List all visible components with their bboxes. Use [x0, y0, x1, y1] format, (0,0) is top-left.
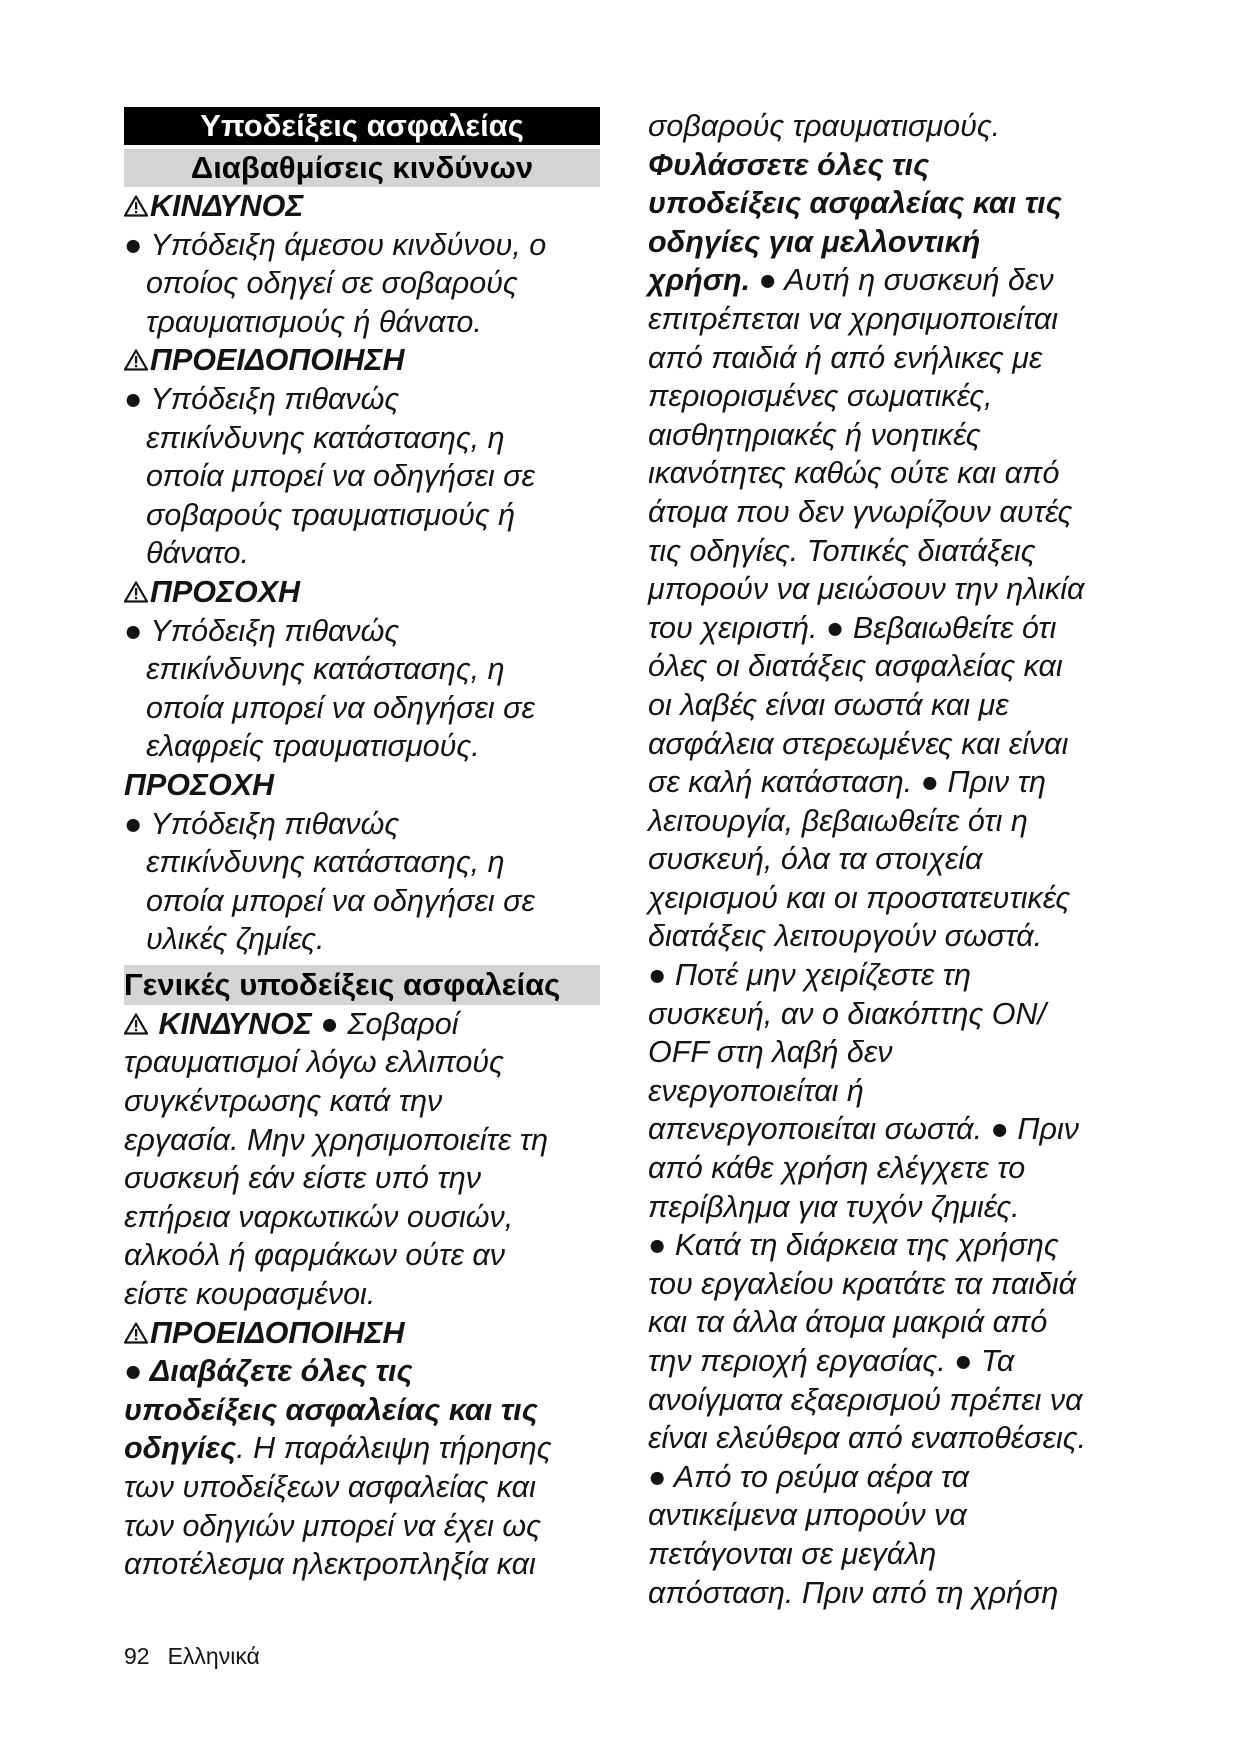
- notice-text-1: ● Υπόδειξη πιθανώς: [124, 806, 400, 841]
- danger-text-2: οποίος οδηγεί σε σοβαρούς: [146, 266, 518, 301]
- caution-text-2: επικίνδυνης κατάστασης, η: [146, 652, 505, 687]
- danger-label: ΚΙΝΔΥΝΟΣ: [150, 189, 304, 223]
- general-danger-text-6: αλκοόλ ή φαρμάκων ούτε αν: [124, 1238, 505, 1273]
- right-text-line: οι λαβές είναι σωστά και με: [648, 687, 1009, 722]
- right-text-line: του εργαλείου κρατάτε τα παιδιά: [648, 1266, 1076, 1301]
- section-title: Υποδείξεις ασφαλείας: [124, 107, 600, 145]
- right-bold-3: οδηγίες για μελλοντική: [648, 224, 981, 259]
- right-text-line: την περιοχή εργασίας. ● Τα: [648, 1344, 1015, 1378]
- general-warning-bold-2: υποδείξεις ασφαλείας και τις: [124, 1392, 538, 1427]
- right-text-line: από παιδιά ή από ενήλικες με: [648, 340, 1043, 375]
- right-text-line: του χειριστή. ● Βεβαιωθείτε ότι: [648, 610, 1057, 645]
- right-text-line: και τα άλλα άτομα μακριά από: [648, 1305, 1048, 1340]
- warning-text-4: σοβαρούς τραυματισμούς ή: [146, 497, 516, 532]
- general-safety-title: Γενικές υποδείξεις ασφαλείας: [124, 965, 600, 1005]
- notice-heading: ΠΡΟΣΟΧΗ: [124, 767, 275, 802]
- right-line-1: σοβαρούς τραυματισμούς.: [648, 109, 1001, 143]
- general-warning-bold-3: οδηγίες: [124, 1431, 237, 1466]
- caution-heading: [124, 573, 600, 612]
- general-danger-label: ΚΙΝΔΥΝΟΣ: [158, 1006, 312, 1041]
- right-text-line: χειρισμού και οι προστατευτικές: [648, 880, 1071, 915]
- general-warning-text-2: των οδηγιών μπορεί να έχει ως: [124, 1508, 542, 1543]
- general-danger-text-2: συγκέντρωσης κατά την: [124, 1084, 443, 1119]
- right-text-line: ασφάλεια στερεωμένες και είναι: [648, 726, 1069, 761]
- caution-text-4: ελαφρείς τραυματισμούς.: [146, 729, 480, 764]
- right-text-line: μπορούν να μειώσουν την ηλικία: [648, 572, 1085, 607]
- general-warning-heading: [124, 1314, 600, 1353]
- right-text-line: ● Κατά τη διάρκεια της χρήσης: [648, 1228, 1059, 1263]
- general-warning-rest-3: . Η παράλειψη τήρησης: [236, 1431, 552, 1466]
- right-column: [648, 107, 1118, 1612]
- right-text-line: ● Από το ρεύμα αέρα τα: [648, 1459, 970, 1494]
- caution-text-3: οποία μπορεί να οδηγήσει σε: [146, 690, 535, 725]
- notice-text-4: υλικές ζημίες.: [146, 922, 325, 957]
- warning-triangle-icon: [124, 1013, 148, 1035]
- caution-label: ΠΡΟΣΟΧΗ: [150, 574, 301, 609]
- warning-text-3: οποία μπορεί να οδηγήσει σε: [146, 459, 535, 494]
- right-text-line: επιτρέπεται να χρησιμοποιείται: [648, 301, 1058, 336]
- right-text-line: πετάγονται σε μεγάλη: [648, 1536, 937, 1571]
- left-column: [124, 107, 600, 1584]
- notice-text-3: οποία μπορεί να οδηγήσει σε: [146, 883, 535, 918]
- general-danger-line: [124, 1005, 600, 1044]
- right-text-line: συσκευή, όλα τα στοιχεία: [648, 842, 983, 877]
- right-text-line: συσκευή, αν ο διακόπτης ON/: [648, 996, 1047, 1031]
- general-warning-text-3: αποτέλεσμα ηλεκτροπληξία και: [124, 1547, 536, 1582]
- general-warning-bold-1: ● Διαβάζετε όλες τις: [124, 1354, 413, 1389]
- general-warning-label: ΠΡΟΕΙΔΟΠΟΙΗΣΗ: [150, 1315, 405, 1350]
- right-text-line: διατάξεις λειτουργούν σωστά.: [648, 919, 1043, 954]
- right-text-line: ικανότητες καθώς ούτε και από: [648, 456, 1060, 491]
- right-text-line: περιορισμένες σωματικές,: [648, 379, 993, 414]
- danger-text-1: ● Υπόδειξη άμεσου κινδύνου, ο: [124, 227, 547, 262]
- general-warning-text-1: των υποδείξεων ασφαλείας και: [124, 1470, 536, 1504]
- warning-text-5: θάνατο.: [146, 536, 249, 571]
- right-text-line: σε καλή κατάσταση. ● Πριν τη: [648, 765, 1046, 800]
- right-text-line: άτομα που δεν γνωρίζουν αυτές: [648, 494, 1073, 529]
- right-text-line: OFF στη λαβή δεν: [648, 1035, 893, 1070]
- right-bold-line-4: [648, 261, 1118, 300]
- right-bold-4: χρήση.: [648, 263, 751, 298]
- right-text-line: λειτουργία, βεβαιωθείτε ότι η: [648, 803, 1028, 838]
- right-text-line: ● Ποτέ μην χειρίζεστε τη: [648, 958, 971, 993]
- warning-triangle-icon: [124, 581, 148, 603]
- general-danger-text-3: εργασία. Μην χρησιμοποιείτε τη: [124, 1122, 549, 1157]
- right-text-line: τις οδηγίες. Τοπικές διατάξεις: [648, 533, 1036, 568]
- warning-text-1: ● Υπόδειξη πιθανώς: [124, 381, 400, 416]
- right-text-line: απενεργοποιείται σωστά. ● Πριν: [648, 1112, 1080, 1147]
- right-bold-2: υποδείξεις ασφαλείας και τις: [648, 186, 1062, 221]
- warning-heading: [124, 341, 600, 380]
- general-danger-text-7: είστε κουρασμένοι.: [124, 1277, 376, 1312]
- general-danger-first: ● Σοβαροί: [311, 1006, 459, 1041]
- general-danger-text-4: συσκευή εάν είστε υπό την: [124, 1161, 481, 1196]
- right-text-line: όλες οι διατάξεις ασφαλείας και: [648, 649, 1063, 684]
- right-text-line: ανοίγματα εξαερισμού πρέπει να: [648, 1382, 1083, 1417]
- warning-triangle-icon: [124, 1322, 148, 1344]
- general-danger-text-5: επήρεια ναρκωτικών ουσιών,: [124, 1199, 514, 1234]
- footer-language: Ελληνικά: [167, 1643, 260, 1669]
- right-bold-1: Φυλάσσετε όλες τις: [648, 147, 930, 182]
- right-rest-4: ● Αυτή η συσκευή δεν: [750, 263, 1054, 298]
- general-warning-line-3: [124, 1429, 600, 1468]
- subsection-title: Διαβαθμίσεις κινδύνων: [124, 149, 600, 187]
- right-text-line: αντικείμενα μπορούν να: [648, 1498, 967, 1533]
- page-footer: [124, 1643, 278, 1670]
- general-danger-text-1: τραυματισμοί λόγω ελλιπούς: [124, 1045, 504, 1080]
- right-body-text: [648, 300, 1118, 1612]
- right-text-line: αισθητηριακές ή νοητικές: [648, 417, 981, 452]
- danger-heading: [124, 187, 600, 226]
- notice-text-2: επικίνδυνης κατάστασης, η: [146, 845, 505, 880]
- right-text-line: από κάθε χρήση ελέγχετε το: [648, 1151, 1026, 1186]
- danger-text-3: τραυματισμούς ή θάνατο.: [146, 304, 482, 339]
- warning-label: ΠΡΟΕΙΔΟΠΟΙΗΣΗ: [150, 343, 405, 378]
- right-text-line: απόσταση. Πριν από τη χρήση: [648, 1575, 1059, 1610]
- right-text-line: ενεργοποιείται ή: [648, 1073, 864, 1108]
- right-text-line: είναι ελεύθερα από εναποθέσεις.: [648, 1421, 1087, 1456]
- warning-triangle-icon: [124, 349, 148, 371]
- caution-text-1: ● Υπόδειξη πιθανώς: [124, 613, 400, 648]
- page-number: 92: [124, 1643, 150, 1669]
- warning-text-2: επικίνδυνης κατάστασης, η: [146, 420, 505, 455]
- right-text-line: περίβλημα για τυχόν ζημιές.: [648, 1189, 1020, 1224]
- warning-triangle-icon: [124, 195, 148, 217]
